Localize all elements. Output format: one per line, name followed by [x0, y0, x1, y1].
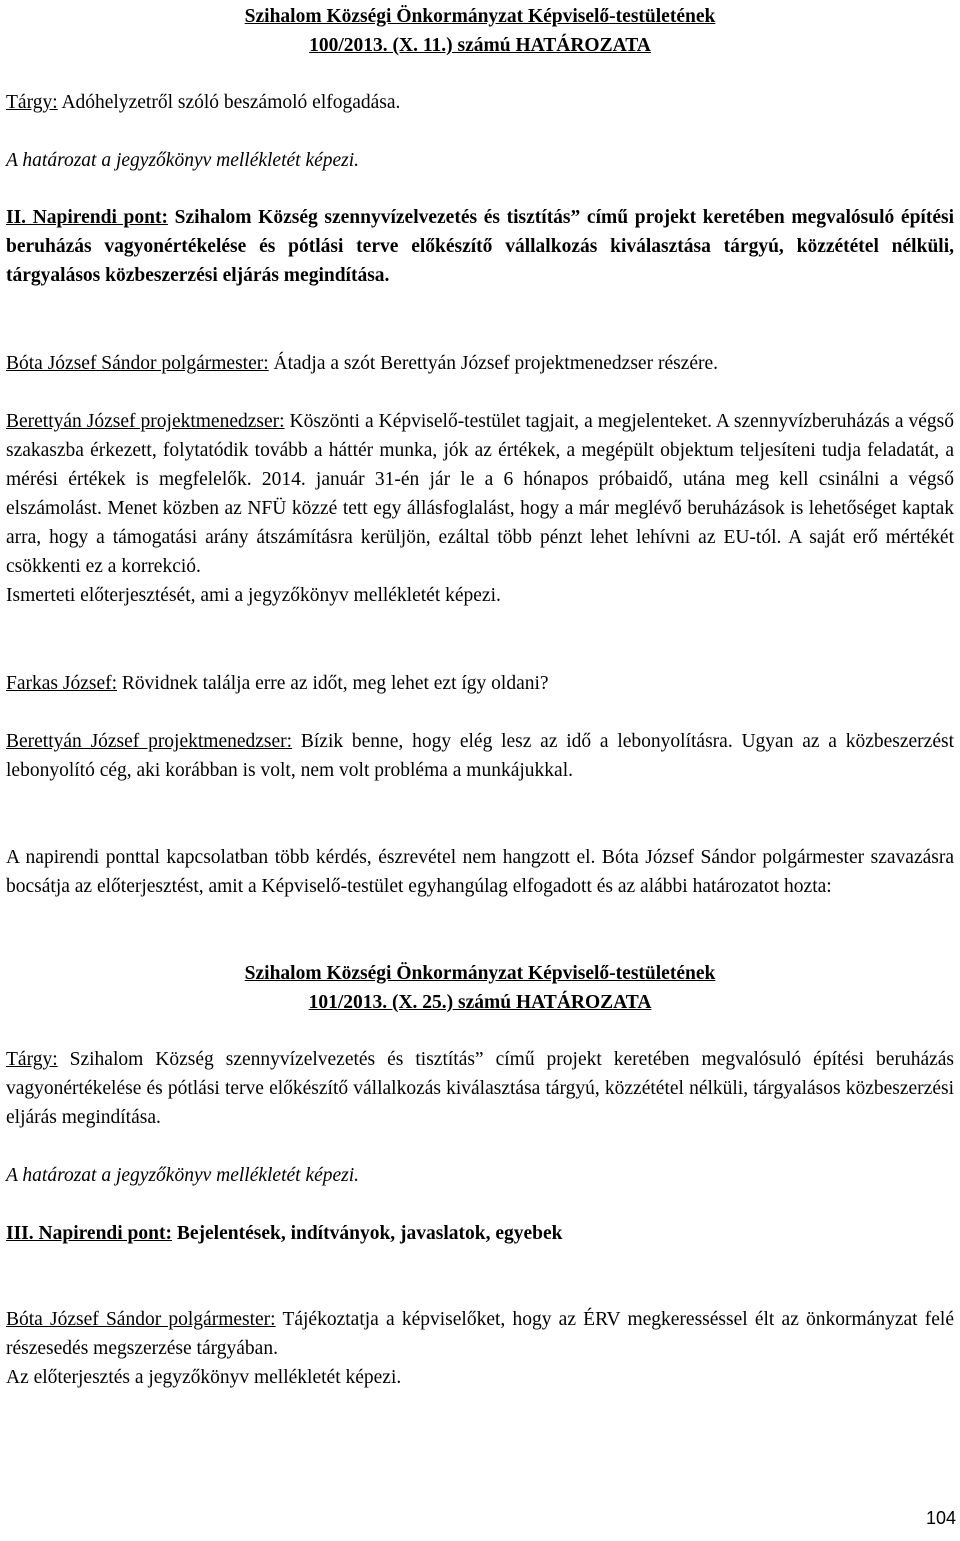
speech-project-manager-2: Berettyán József projektmenedzser: Bízik benne, hogy elég lesz az idő a lebonyolításra. Ugyan az a közbeszerzést lebonyolító cég, aki korábban is volt, nem volt probléma a munkájukkal. — [6, 731, 954, 781]
resolution-1-annex-note: A határozat a jegyzőkönyv mellékletét képezi. — [6, 150, 360, 171]
resolution-2-subject: Tárgy: Szihalom Község szennyvízelvezetés és tisztítás” című projekt keretében megvalósuló építési beruházás vagyonértékelése és pótlási terve előkészítő vállalkozás kiválasztása tárgyú, közzététel nélküli, tárgyalásos közbeszerzési eljárás megindítása. — [6, 1049, 954, 1128]
speech-mayor-2: Bóta József Sándor polgármester: Tájékoztatja a képviselőket, hogy az ÉRV megkeresséssel élt az önkormányzat felé részesedés megszerzése tárgyában. Az előterjesztés a jegyzőkönyv mellékletét képezi. — [6, 1309, 955, 1388]
resolution-2-title-line2: 101/2013. (X. 25.) számú HATÁROZATA — [308, 992, 652, 1013]
speech-farkas: Farkas József: Rövidnek találja erre az időt, meg lehet ezt így oldani? — [6, 673, 549, 694]
resolution-2-annex-note: A határozat a jegyzőkönyv mellékletét képezi. — [6, 1165, 360, 1186]
resolution-1-title-line2: 100/2013. (X. 11.) számú HATÁROZATA — [309, 35, 651, 56]
page-number: 104 — [925, 1508, 956, 1528]
resolution-2-title-line1: Szihalom Községi Önkormányzat Képviselő-testületének — [244, 963, 716, 984]
agenda-item-2: II. Napirendi pont: Szihalom Község szennyvízelvezetés és tisztítás” című projekt keretében megvalósuló építési beruházás vagyonértékelése és pótlási terve előkészítő vállalkozás kiválasztása tárgyú, közzététel nélküli, tárgyalásos közbeszerzési eljárás megindítása. — [6, 207, 955, 286]
vote-paragraph: A napirendi ponttal kapcsolatban több kérdés, észrevétel nem hangzott el. Bóta József Sándor polgármester szavazásra bocsátja az előterjesztést, amit a Képviselő-testület egyhangúlag elfogadott és az alábbi határozatot hozta: — [6, 847, 954, 897]
speech-project-manager-1: Berettyán József projektmenedzser: Köszönti a Képviselő-testület tagjait, a megjelenteket. A szennyvízberuházás a végső szakaszba érkezett, folytatódik tovább a háttér munka, jók az értékek, a megépült objektum teljesíteni tudja feladatát, a mérési értékek is megfelelők. 2014. január 31-én jár le a 6 hónapos próbaidő, utána meg kell csinálni a végső elszámolást. Menet közben az NFÜ közzé tett egy állásfoglalást, hogy a már meglévő beruházások is lehetőséget kaptak arra, hogy a támogatási arány átszámításra kerüljön, ezáltal több pénzt lehet lehívni az EU-tól. A saját erő mértékét csökkenti ez a korrekció. Ismerteti előterjesztését, ami a jegyzőkönyv mellékletét képezi. — [6, 411, 954, 606]
resolution-1-subject: Tárgy: Adóhelyzetről szóló beszámoló elfogadása. — [6, 92, 401, 113]
resolution-1-title — [6, 2, 954, 60]
resolution-2-title — [6, 959, 954, 1017]
speech-mayor-1: Bóta József Sándor polgármester: Átadja a szót Berettyán József projektmenedzser részére. — [6, 353, 719, 374]
resolution-1-title-line1: Szihalom Községi Önkormányzat Képviselő-testületének — [244, 6, 716, 27]
agenda-item-3: III. Napirendi pont: Bejelentések, indítványok, javaslatok, egyebek — [6, 1223, 563, 1244]
